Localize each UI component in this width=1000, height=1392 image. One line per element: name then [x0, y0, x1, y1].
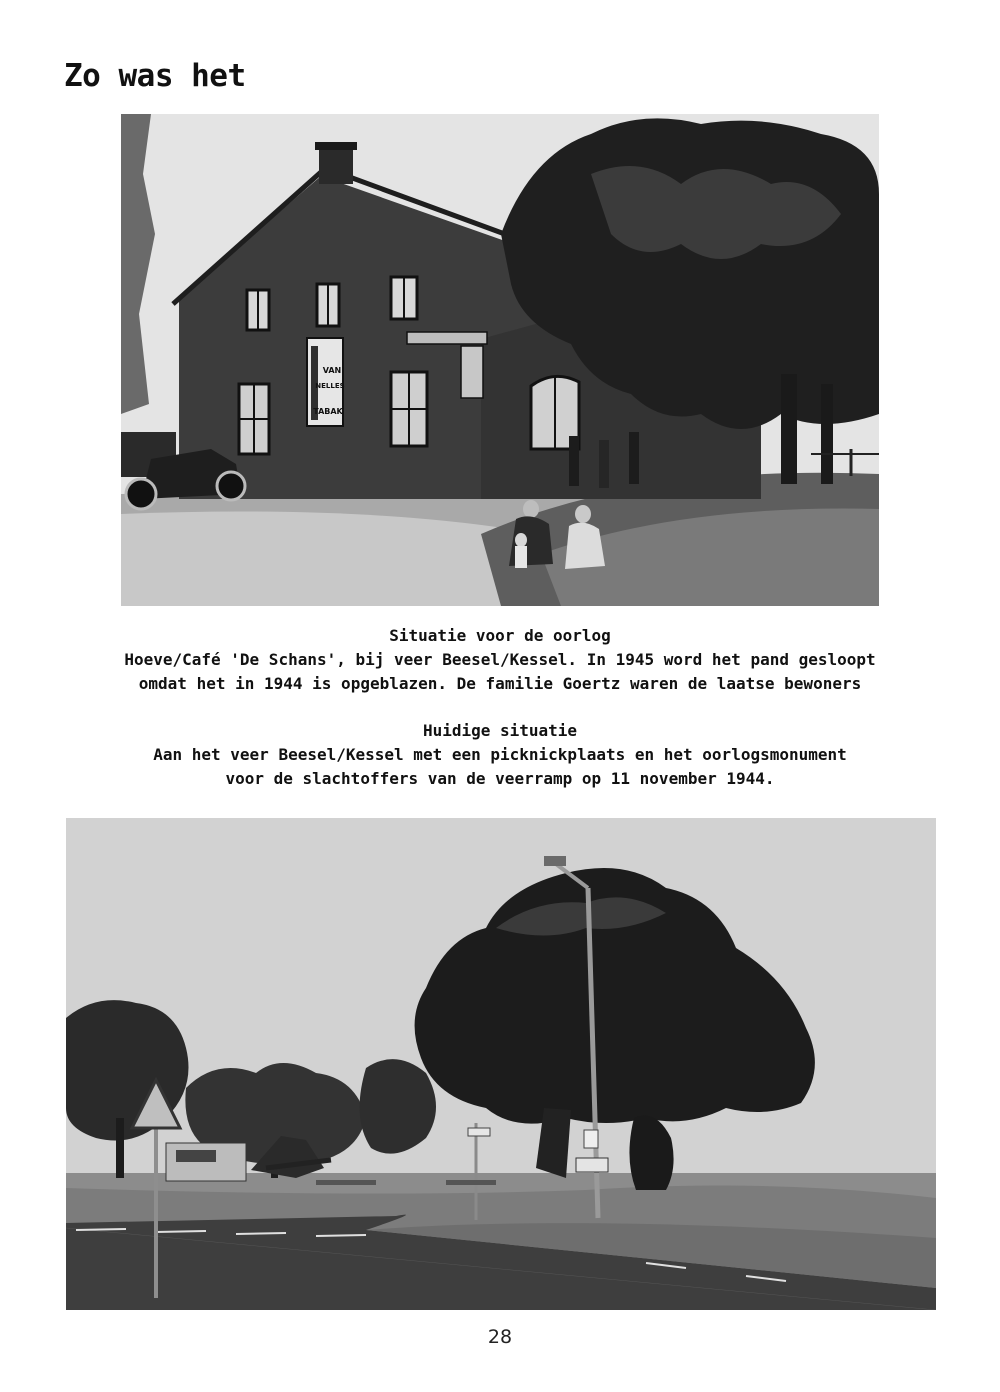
caption-now-line-2: voor de slachtoffers van de veerramp op 11 november 1944.	[225, 769, 775, 788]
caption-before-title: Situatie voor de oorlog	[389, 626, 611, 645]
caption-before-war	[60, 624, 940, 696]
current-ferry-photo	[66, 818, 936, 1310]
page-number: 28	[487, 1326, 513, 1348]
tobacco-sign-nelles: NELLES	[315, 382, 345, 390]
caption-current-situation	[60, 719, 940, 791]
page-heading: Zo was het	[64, 58, 246, 94]
caption-now-line-1: Aan het veer Beesel/Kessel met een picknickplaats en het oorlogsmonument	[153, 745, 847, 764]
historic-cafe-photo	[121, 114, 879, 606]
current-ferry-illustration	[66, 818, 936, 1310]
tobacco-sign-van: VAN	[322, 366, 342, 375]
tobacco-sign-tabak: TABAK	[313, 407, 343, 416]
caption-before-line-2: omdat het in 1944 is opgeblazen. De familie Goertz waren de laatse bewoners	[138, 674, 862, 693]
caption-before-line-1: Hoeve/Café 'De Schans', bij veer Beesel/Kessel. In 1945 word het pand gesloopt	[124, 650, 876, 669]
historic-cafe-illustration	[121, 114, 879, 606]
caption-now-title: Huidige situatie	[422, 721, 578, 740]
